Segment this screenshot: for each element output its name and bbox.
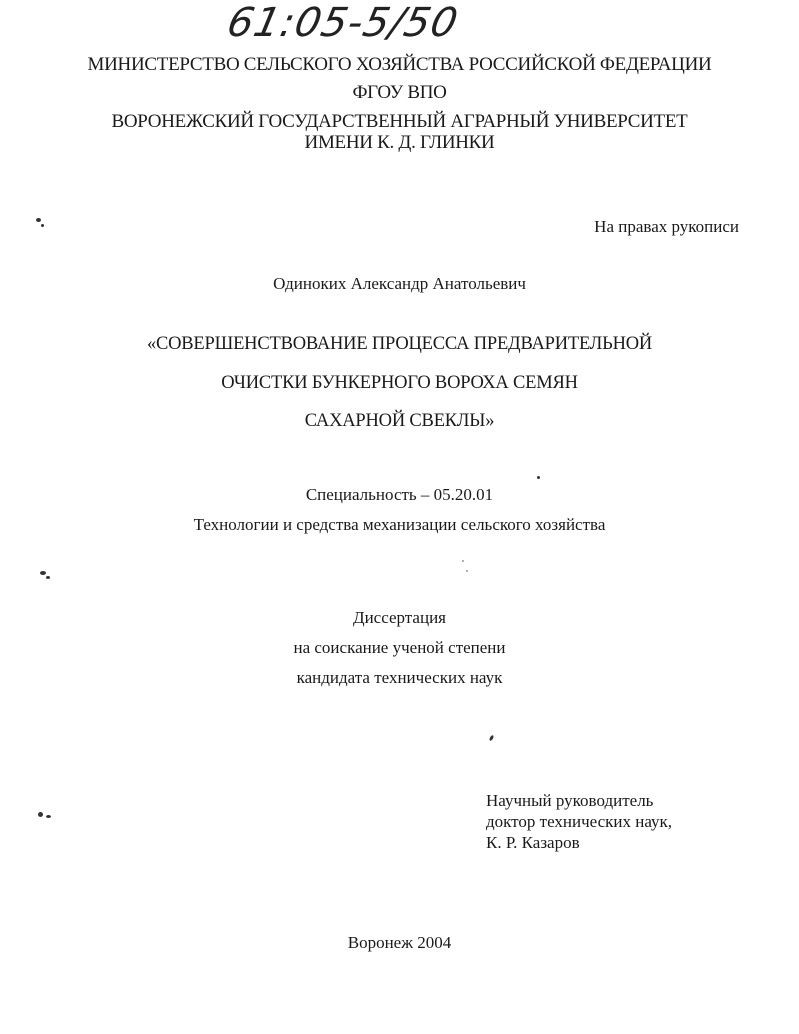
- scan-speck: [41, 224, 44, 227]
- manuscript-note: На правах рукописи: [594, 217, 739, 236]
- supervisor-degree: доктор технических наук,: [486, 812, 673, 831]
- scan-speck: [46, 815, 51, 818]
- dissertation-title-line3: САХАРНОЙ СВЕКЛЫ»: [304, 411, 495, 431]
- org-type-heading: ФГОУ ВПО: [352, 82, 447, 103]
- author-name: Одиноких Александр Анатольевич: [273, 274, 526, 293]
- scan-speck: [466, 570, 468, 572]
- city-year: Воронеж 2004: [347, 933, 452, 952]
- scan-speck: [489, 735, 495, 742]
- dissertation-title-line1: «СОВЕРШЕНСТВОВАНИЕ ПРОЦЕССА ПРЕДВАРИТЕЛЬНОЙ: [146, 334, 653, 354]
- dissertation-title-line2: ОЧИСТКИ БУНКЕРНОГО ВОРОХА СЕМЯН: [221, 373, 578, 393]
- ministry-heading: МИНИСТЕРСТВО СЕЛЬСКОГО ХОЗЯЙСТВА РОССИЙСКОЙ ФЕДЕРАЦИИ: [87, 54, 712, 75]
- scan-speck: [462, 560, 464, 562]
- specialty-code: Специальность – 05.20.01: [305, 485, 494, 504]
- supervisor-name: К. Р. Казаров: [486, 833, 580, 852]
- university-heading-line2: ИМЕНИ К. Д. ГЛИНКИ: [304, 132, 495, 153]
- supervisor-label: Научный руководитель: [486, 791, 654, 810]
- scan-speck: [40, 571, 46, 575]
- university-heading-line1: ВОРОНЕЖСКИЙ ГОСУДАРСТВЕННЫЙ АГРАРНЫЙ УНИВЕРСИТЕТ: [111, 111, 688, 132]
- scan-speck: [537, 476, 540, 479]
- scan-speck: [38, 812, 43, 817]
- degree-line1: Диссертация: [352, 608, 446, 627]
- scan-speck: [46, 576, 50, 579]
- archive-code-handwritten: 61:05-5/50: [223, 0, 463, 46]
- degree-line2: на соискание ученой степени: [293, 638, 506, 657]
- specialty-name: Технологии и средства механизации сельского хозяйства: [193, 515, 606, 534]
- degree-line3: кандидата технических наук: [296, 668, 503, 687]
- scan-speck: [36, 218, 41, 222]
